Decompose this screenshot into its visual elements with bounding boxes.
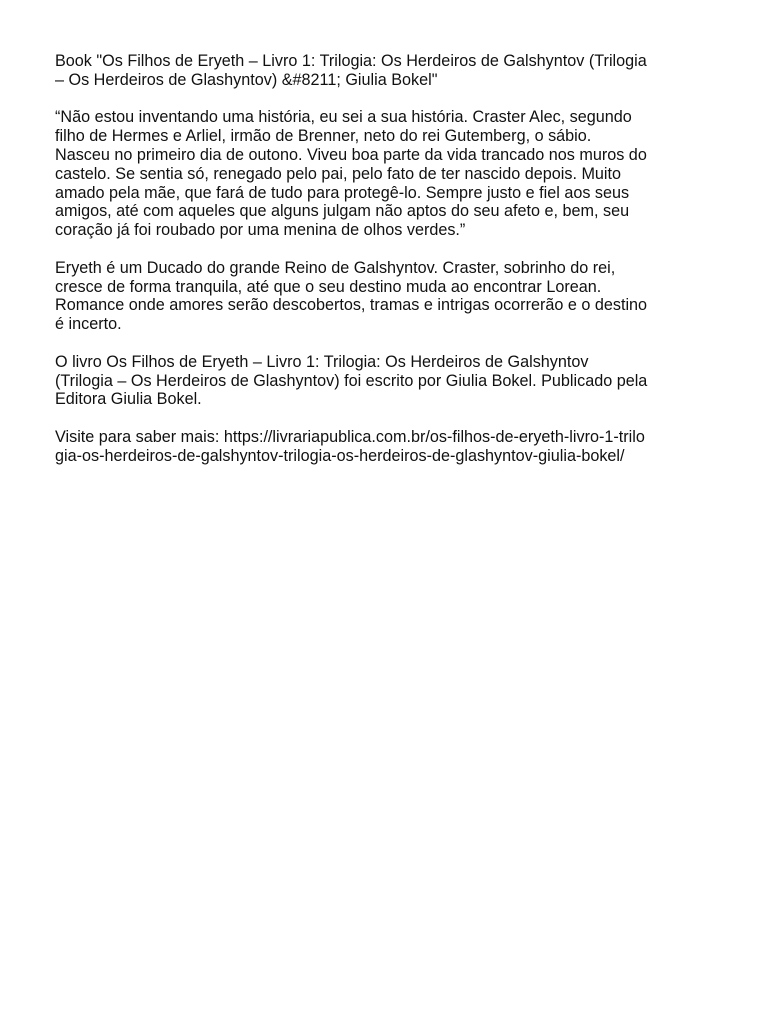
link-paragraph xyxy=(55,428,721,466)
text-line: amigos, até com aqueles que alguns julgam não aptos do seu afeto e, bem, seu xyxy=(55,202,630,221)
quote-paragraph xyxy=(55,108,721,240)
text-line: filho de Hermes e Arliel, irmão de Brenner, neto do rei Gutemberg, o sábio. xyxy=(55,127,592,146)
text-line: Romance onde amores serão descobertos, tramas e intrigas ocorrerão e o destino xyxy=(55,296,648,315)
text-line: Nasceu no primeiro dia de outono. Viveu boa parte da vida trancado nos muros do xyxy=(55,145,647,164)
publication-paragraph xyxy=(55,353,721,409)
text-line: Book "Os Filhos de Eryeth – Livro 1: Trilogia: Os Herdeiros de Galshyntov (Trilogia xyxy=(55,52,647,70)
text-line: “Não estou inventando uma história, eu sei a sua história. Craster Alec, segundo xyxy=(55,108,632,127)
text-line: gia-os-herdeiros-de-galshyntov-trilogia-os-herdeiros-de-glashyntov-giulia-bokel/ xyxy=(55,446,625,465)
text-line: Editora Giulia Bokel. xyxy=(55,390,202,409)
text-line: cresce de forma tranquila, até que o seu destino muda ao encontrar Lorean. xyxy=(55,277,602,296)
text-line: (Trilogia – Os Herdeiros de Glashyntov) foi escrito por Giulia Bokel. Publicado pela xyxy=(55,371,648,390)
text-line: castelo. Se sentia só, renegado pelo pai, pelo fato de ter nascido depois. Muito xyxy=(55,164,622,183)
text-line: é incerto. xyxy=(55,315,122,334)
title-paragraph xyxy=(55,52,721,90)
text-line: Visite para saber mais: https://livrariapublica.com.br/os-filhos-de-eryeth-livro-1-trilo xyxy=(55,427,645,446)
text-line: Eryeth é um Ducado do grande Reino de Galshyntov. Craster, sobrinho do rei, xyxy=(55,258,616,277)
text-line: O livro Os Filhos de Eryeth – Livro 1: Trilogia: Os Herdeiros de Galshyntov xyxy=(55,352,589,371)
text-line: amado pela mãe, que fará de tudo para protegê-lo. Sempre justo e fiel aos seus xyxy=(55,183,630,202)
text-line: – Os Herdeiros de Glashyntov) &#8211; Giulia Bokel" xyxy=(55,70,438,89)
document-page xyxy=(55,52,721,484)
text-line: coração já foi roubado por uma menina de olhos verdes.” xyxy=(55,221,466,240)
summary-paragraph xyxy=(55,259,721,334)
